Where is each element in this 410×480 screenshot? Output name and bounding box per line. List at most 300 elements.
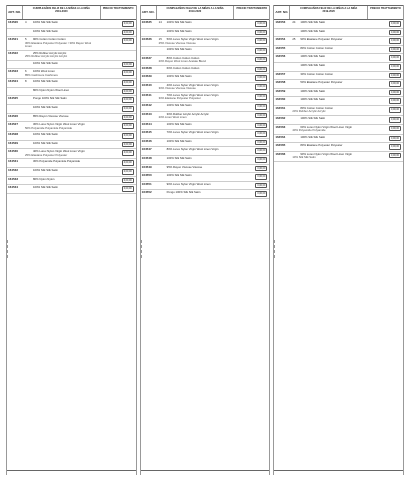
price-heading: PRECIO TRATTAMIENTO xyxy=(100,6,136,19)
article-price xyxy=(233,173,269,181)
article-price xyxy=(367,135,403,143)
price-stamp: 0,00,00 xyxy=(123,89,132,93)
art-no-heading: ART. NO. xyxy=(274,6,290,19)
article-description xyxy=(290,46,367,54)
list-item xyxy=(274,72,403,81)
list-item xyxy=(141,20,270,29)
price-stamp: 0,00,00 xyxy=(391,56,400,60)
article-code: 164554 xyxy=(275,37,286,42)
article-description xyxy=(157,173,234,181)
article-description xyxy=(157,103,234,111)
price-stamp: 0,00,00 xyxy=(123,30,132,34)
price-stamp: 0,00,00 xyxy=(391,22,400,25)
art-no-heading: ART. NO. xyxy=(141,6,157,19)
item-composition: 100% Silk Silk Satin xyxy=(33,185,58,190)
heading-title: CUMPLEAÑOS FELIZ DE LA NIÑAS A LA NIÑA xyxy=(166,7,224,10)
item-list xyxy=(141,20,270,199)
article-price xyxy=(233,83,269,92)
heading-year: 2019-2020 xyxy=(188,10,202,14)
item-qty: 25 xyxy=(292,37,296,42)
article-code: 164528 xyxy=(8,132,19,137)
item-composition: 100% Silk Silk Satin xyxy=(300,54,326,59)
price-stamp: 0,00,00 xyxy=(391,82,400,86)
item-composition: 80% Elastane Polyester Polyester xyxy=(300,143,343,148)
list-item xyxy=(274,63,403,72)
article-description xyxy=(157,190,234,198)
article-description xyxy=(157,147,234,155)
item-composition: 100% Silk Silk Satin xyxy=(166,28,192,33)
article-code: 164565 xyxy=(275,143,286,148)
list-item xyxy=(7,185,136,194)
item-composition: 100% Silk Silk Satin xyxy=(300,20,326,24)
item-composition: 90% Cotton Cotton Cotton xyxy=(33,37,66,42)
list-item xyxy=(7,61,136,70)
item-composition: Pongo 100% Silk Silk Satin xyxy=(166,190,201,195)
article-price xyxy=(233,47,269,55)
article-description xyxy=(290,54,367,62)
article-description xyxy=(23,37,100,50)
article-price xyxy=(100,61,136,69)
article-description xyxy=(157,112,234,121)
list-item xyxy=(7,96,136,105)
list-item xyxy=(141,147,270,156)
article-description xyxy=(23,132,100,140)
column-header xyxy=(141,5,270,20)
list-item xyxy=(7,168,136,177)
list-item xyxy=(141,103,270,112)
article-code: 164524 xyxy=(8,79,19,84)
article-description xyxy=(290,89,367,97)
list-item xyxy=(274,29,403,38)
list-item xyxy=(7,79,136,88)
article-code: 164548 xyxy=(141,155,152,160)
list-item xyxy=(141,139,270,148)
price-stamp: 0,00,00 xyxy=(257,57,266,61)
list-item xyxy=(274,106,403,116)
item-composition: 50% Lurex Nylon Virgin Wool Linen Virgin xyxy=(166,37,219,42)
article-code: 164531 xyxy=(8,159,19,164)
article-code: 164535 xyxy=(141,20,152,24)
price-stamp: 0,00,00 xyxy=(123,142,132,146)
article-price xyxy=(367,125,403,134)
description-heading xyxy=(290,6,367,19)
item-composition-secondary: 85% Cashmere Cashmere xyxy=(25,72,58,77)
column-footer-rule xyxy=(141,470,270,475)
price-stamp: 0,00,00 xyxy=(391,47,400,51)
list-item xyxy=(7,132,136,141)
list-item xyxy=(274,143,403,152)
article-code: 164552 xyxy=(141,190,152,195)
list-item xyxy=(274,89,403,98)
article-code: 164532 xyxy=(8,168,19,173)
article-price xyxy=(100,159,136,167)
item-composition: 100% Silk Silk Satin xyxy=(33,28,58,33)
article-price xyxy=(233,165,269,173)
list-item xyxy=(7,51,136,61)
column-footer-rule xyxy=(7,470,136,475)
article-code: 164541 xyxy=(141,92,152,97)
catalog-columns xyxy=(6,5,404,475)
item-composition: 100% Silk Silk Satin xyxy=(300,62,326,67)
list-item xyxy=(7,20,136,29)
price-stamp: 0,00,00 xyxy=(257,76,266,80)
price-stamp: 0,00,00 xyxy=(257,140,266,144)
fold-mark xyxy=(141,240,143,258)
article-description xyxy=(23,61,100,69)
item-composition-secondary: 25% Elastane Polyester Polyester xyxy=(25,152,68,157)
article-code xyxy=(7,61,23,69)
article-price xyxy=(233,66,269,74)
list-item xyxy=(7,69,136,79)
article-code: 164547 xyxy=(141,147,152,152)
list-item xyxy=(141,56,270,66)
price-stamp: 0,00,00 xyxy=(257,157,266,161)
article-code: 164526 xyxy=(8,113,19,118)
item-composition: 85% Rayon Viscose Viscose xyxy=(33,113,69,118)
list-item xyxy=(141,173,270,182)
article-price xyxy=(367,152,403,161)
article-code: 164537 xyxy=(141,55,152,60)
article-price xyxy=(233,29,269,37)
item-composition-secondary: 10% Silk Silk Satin xyxy=(292,155,316,160)
item-composition: 80% Cotton Cotton Cotton xyxy=(300,45,333,50)
article-price xyxy=(233,37,269,46)
article-price xyxy=(367,54,403,62)
article-description xyxy=(290,135,367,143)
item-qty: 24 xyxy=(292,20,296,24)
price-stamp: 0,00,00 xyxy=(123,81,132,85)
list-item xyxy=(7,88,136,97)
list-item xyxy=(141,37,270,47)
list-item xyxy=(7,149,136,159)
column-footer-rule xyxy=(274,470,403,475)
article-price xyxy=(233,130,269,138)
article-price xyxy=(233,190,269,198)
item-composition: 100% Silk Silk Satin xyxy=(33,140,58,145)
price-stamp: 0,00,00 xyxy=(391,145,400,149)
article-price xyxy=(367,106,403,115)
article-price xyxy=(233,93,269,102)
item-composition-secondary: 40% Polyamide Polyamide xyxy=(292,128,326,133)
article-description xyxy=(290,80,367,88)
price-stamp: 0,00,00 xyxy=(257,123,266,127)
list-item xyxy=(7,105,136,114)
article-description xyxy=(157,122,234,130)
article-description xyxy=(23,185,100,193)
price-stamp: 0,00,00 xyxy=(391,153,400,157)
article-description xyxy=(290,29,367,37)
item-composition: 100% Silk Silk Satin xyxy=(166,47,192,52)
article-description xyxy=(290,20,367,28)
list-item xyxy=(274,152,403,162)
item-composition: 80% Cotton Cotton Cotton xyxy=(300,105,333,110)
price-stamp: 0,00,00 xyxy=(257,67,266,71)
price-stamp: 0,00,00 xyxy=(257,84,266,88)
heading-title: CUMPLEAÑOS FELIZ DE LA NIÑAS A LA NIÑA xyxy=(32,7,90,10)
list-item xyxy=(274,125,403,135)
price-stamp: 0,00,00 xyxy=(123,115,132,119)
article-price xyxy=(100,96,136,104)
article-price xyxy=(233,103,269,111)
item-composition: 25% Rubber Acrylic Acrylic xyxy=(33,50,67,55)
article-code: 164539 xyxy=(141,74,152,79)
article-price xyxy=(100,20,136,28)
list-item xyxy=(141,47,270,56)
list-item xyxy=(141,182,270,191)
price-stamp: 0,00,00 xyxy=(123,161,132,165)
article-price xyxy=(367,29,403,37)
item-composition: 100% Silk Silk Satin xyxy=(166,121,192,126)
item-composition: 70% Lurex Nylon Virgin Wool Linen Virgin xyxy=(166,130,219,135)
article-description xyxy=(157,56,234,65)
article-code: 164533 xyxy=(8,176,19,181)
list-item xyxy=(274,37,403,46)
article-price xyxy=(100,185,136,193)
price-stamp: 0,00,00 xyxy=(123,22,132,25)
item-list xyxy=(274,20,403,162)
item-composition: 50% Elastane Polyester Polyester xyxy=(300,80,343,85)
article-code: 164520 xyxy=(8,20,19,24)
article-code xyxy=(274,29,290,37)
price-heading: PRECIO TRATTAMIENTO xyxy=(233,6,269,19)
item-composition: 90% Lurex Nylon Virgin Wool Linen Virgin xyxy=(300,151,353,156)
price-stamp: 0,00,00 xyxy=(123,151,132,155)
list-item xyxy=(141,122,270,131)
item-composition-secondary: 25% Viscose Viscose Viscose xyxy=(158,40,196,45)
item-composition: 100% Silk Silk Satin xyxy=(33,60,58,65)
article-code: 164529 xyxy=(8,140,19,145)
article-price xyxy=(367,116,403,124)
article-price xyxy=(100,168,136,176)
item-composition-secondary: 25% Rubber Acrylic Acrylic Acrylic xyxy=(25,54,68,59)
description-heading xyxy=(157,6,234,19)
price-stamp: 0,00,00 xyxy=(391,136,400,140)
article-code: 164540 xyxy=(141,82,152,87)
article-description xyxy=(23,88,100,96)
price-stamp: 0,00,00 xyxy=(123,124,132,128)
article-code: 164525 xyxy=(8,96,19,101)
article-code: 164550 xyxy=(141,173,152,178)
item-list xyxy=(7,20,136,194)
price-stamp: 0,00,00 xyxy=(257,113,266,117)
article-description xyxy=(290,125,367,134)
price-stamp: 0,00,00 xyxy=(257,149,266,153)
article-code: 164543 xyxy=(141,111,152,116)
article-code: 164556 xyxy=(275,54,286,59)
article-price xyxy=(233,139,269,147)
price-stamp: 0,00,00 xyxy=(391,30,400,34)
item-composition: 30% Lurex Nylon Virgin Wool Linen Virgin xyxy=(33,122,85,127)
price-stamp: 0,00,00 xyxy=(123,170,132,174)
price-stamp: 0,00,00 xyxy=(257,183,266,187)
heading-title: CUMPLEAÑOS FELIZ DE LA NIÑAS A LA NIÑA xyxy=(300,7,358,10)
list-item xyxy=(141,165,270,174)
art-no-heading: ART. NO. xyxy=(7,6,23,19)
heading-year: 2019-2020 xyxy=(55,10,68,14)
article-description xyxy=(23,96,100,104)
article-price xyxy=(233,147,269,155)
article-price xyxy=(367,89,403,97)
list-item xyxy=(7,122,136,132)
fold-mark xyxy=(274,240,276,258)
item-composition: 70% Lurex Nylon Virgin Wool Linen Virgin xyxy=(166,92,219,97)
price-stamp: 0,00,00 xyxy=(391,90,400,94)
item-composition: 100% Silk Silk Satin xyxy=(33,132,58,137)
article-code: 164534 xyxy=(8,185,19,190)
list-item xyxy=(141,29,270,38)
price-heading: PRECIO TRATTAMIENTO xyxy=(367,6,403,19)
price-stamp: 0,00,00 xyxy=(257,39,266,43)
item-qty: 8 xyxy=(25,79,27,84)
price-stamp: 0,00,00 xyxy=(257,175,266,179)
item-composition: 80% Nylon Nylon xyxy=(33,176,55,181)
price-stamp: 0,00,00 xyxy=(123,107,132,111)
article-description xyxy=(157,74,234,82)
price-stamp: 0,00,00 xyxy=(123,178,132,182)
article-price xyxy=(367,143,403,151)
article-price xyxy=(233,56,269,65)
catalog-column xyxy=(6,5,137,475)
item-composition: 100% Silk Silk Satin xyxy=(166,20,192,24)
article-description xyxy=(23,79,100,87)
article-code: 164558 xyxy=(275,80,286,85)
article-code: 164562 xyxy=(275,115,286,120)
article-description xyxy=(290,63,367,71)
article-price xyxy=(100,51,136,60)
article-code: 164522 xyxy=(8,50,19,55)
article-code: 164560 xyxy=(275,97,286,102)
article-code: 164563 xyxy=(275,124,286,129)
article-price xyxy=(367,72,403,80)
article-price xyxy=(100,149,136,158)
article-price xyxy=(233,112,269,121)
item-composition: 100% Silk Silk Satin xyxy=(300,28,326,33)
catalog-column xyxy=(273,5,404,475)
article-code: 164549 xyxy=(141,164,152,169)
item-composition: 100% Silk Silk Satin xyxy=(33,79,58,84)
item-composition: 100% Silk Silk Satin xyxy=(300,115,326,120)
article-price xyxy=(100,114,136,122)
item-composition: 100% Silk Silk Satin xyxy=(300,88,326,93)
item-composition: 80% Nylon Nylon Wool Linen xyxy=(33,87,70,92)
article-price xyxy=(367,97,403,105)
article-price xyxy=(100,88,136,96)
article-description xyxy=(157,130,234,138)
item-composition: 100% Silk Silk Satin xyxy=(166,155,192,160)
article-code: 164564 xyxy=(275,134,286,139)
article-description xyxy=(157,66,234,74)
item-composition-secondary: 30% Elastane Polyester Polyester / 30% Rayon Wool Linen xyxy=(25,40,92,49)
list-item xyxy=(141,83,270,93)
item-composition-secondary: 30% Viscose Viscose Viscose xyxy=(158,86,196,91)
article-code xyxy=(274,63,290,71)
item-composition-secondary: 50% Polyamide Polyamide Polyamide xyxy=(25,125,73,130)
list-item xyxy=(274,116,403,125)
list-item xyxy=(7,29,136,38)
item-qty: 15 xyxy=(158,37,162,42)
list-item xyxy=(141,74,270,83)
catalog-column xyxy=(140,5,271,475)
article-price xyxy=(100,141,136,149)
item-composition: 100% Silk Silk Satin xyxy=(166,74,192,79)
item-composition: 40% Lurex Nylon Virgin Wool Linen Virgin xyxy=(33,149,85,154)
item-composition: 90% Elastane Polyester Polyester xyxy=(300,37,343,42)
item-qty: 5 xyxy=(25,37,27,42)
item-qty: 4 xyxy=(25,20,27,24)
item-composition-secondary: 30% Elastane Polyester Polyester xyxy=(158,96,201,101)
price-stamp: 0,00,00 xyxy=(123,71,132,75)
item-composition: 30% Polyamide Polyamide Polyamide xyxy=(33,159,81,164)
article-description xyxy=(290,116,367,124)
item-composition: 30% Rubber Acrylic Acrylic Acrylic xyxy=(166,111,209,116)
item-composition: 100% Silk Silk Satin xyxy=(166,173,192,178)
list-item xyxy=(274,46,403,55)
article-price xyxy=(100,132,136,140)
article-description xyxy=(157,83,234,92)
price-stamp: 0,00,00 xyxy=(123,39,132,43)
list-item xyxy=(7,37,136,51)
list-item xyxy=(7,114,136,123)
article-code: 164523 xyxy=(8,69,19,74)
item-composition: 100% Silk Silk Satin xyxy=(33,168,58,173)
list-item xyxy=(141,66,270,75)
column-header xyxy=(274,5,403,20)
article-code: 164566 xyxy=(275,151,286,156)
article-description xyxy=(23,122,100,131)
item-composition: 100% Silk Silk Satin xyxy=(166,102,192,107)
price-stamp: 0,00,00 xyxy=(257,94,266,98)
price-stamp: 0,00,00 xyxy=(123,134,132,138)
article-price xyxy=(100,177,136,185)
article-code xyxy=(141,47,157,55)
article-code xyxy=(7,105,23,113)
article-description xyxy=(23,168,100,176)
price-stamp: 0,00,00 xyxy=(257,49,266,53)
article-description xyxy=(23,105,100,113)
item-composition: Pongo 100% Silk Silk Satin xyxy=(33,96,67,101)
price-stamp: 0,00,00 xyxy=(391,64,400,68)
item-composition: 100% Silk Silk Satin xyxy=(300,134,326,139)
article-code: 164559 xyxy=(275,88,286,93)
item-composition: 30% Cotton Cotton Cotton xyxy=(300,71,333,76)
price-stamp: 0,00,00 xyxy=(391,99,400,103)
article-description xyxy=(157,20,234,28)
article-description xyxy=(23,20,100,28)
article-description xyxy=(157,182,234,190)
article-price xyxy=(367,20,403,28)
article-code: 164553 xyxy=(275,20,286,24)
article-code: 164545 xyxy=(141,130,152,135)
article-description xyxy=(290,152,367,161)
price-stamp: 0,00,00 xyxy=(257,192,266,196)
article-description xyxy=(157,37,234,46)
article-code: 164546 xyxy=(141,138,152,143)
item-qty: 14 xyxy=(158,20,162,24)
article-code: 164551 xyxy=(141,181,152,186)
item-qty: 6 xyxy=(25,69,27,74)
article-code: 164536 xyxy=(141,37,152,42)
article-code: 164527 xyxy=(8,122,19,127)
article-code xyxy=(141,29,157,37)
price-stamp: 0,00,00 xyxy=(257,166,266,170)
article-price xyxy=(367,63,403,71)
article-description xyxy=(23,69,100,78)
description-heading xyxy=(23,6,100,19)
item-composition: 100% Wool Linen xyxy=(33,69,55,74)
item-composition: 100% Silk Silk Satin xyxy=(33,105,58,110)
list-item xyxy=(274,135,403,144)
article-price xyxy=(233,182,269,190)
